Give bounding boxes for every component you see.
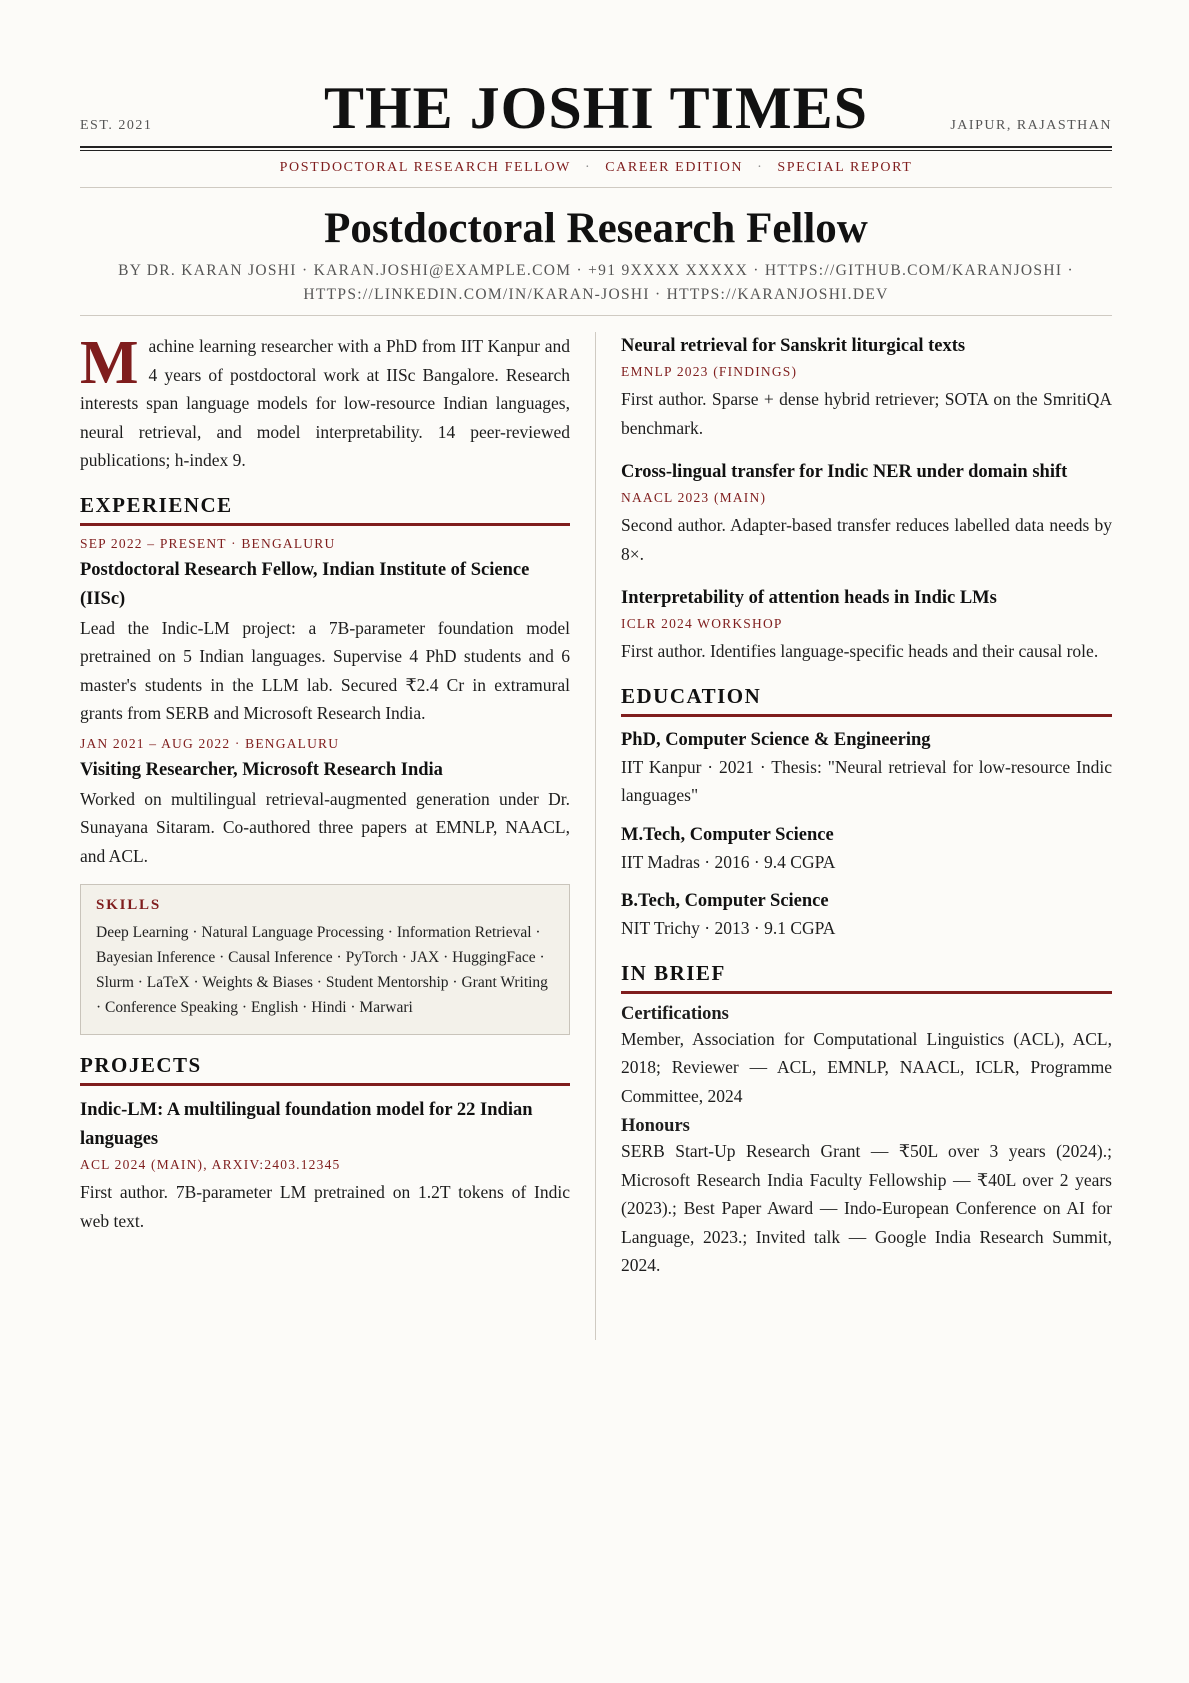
kicker-separator: · (757, 160, 764, 175)
experience-meta: SEP 2022 – PRESENT · BENGALURU (80, 535, 336, 551)
kicker-item-report: SPECIAL REPORT (777, 160, 913, 175)
project-description: First author. 7B-parameter LM pretrained on 1.2T tokens of Indic web text. (80, 1182, 570, 1231)
location-label: JAIPUR, RAJASTHAN (950, 118, 1112, 133)
experience-entry (80, 736, 570, 871)
experience-heading: EXPERIENCE (80, 493, 570, 526)
project-entry (621, 332, 1112, 442)
project-title: Neural retrieval for Sanskrit liturgical texts (621, 336, 966, 356)
project-venue: NAACL 2023 (MAIN) (621, 490, 767, 505)
education-entry (621, 822, 1112, 877)
education-entry (621, 888, 1112, 943)
kicker-item-edition: CAREER EDITION (605, 160, 744, 175)
education-detail: IIT Madras · 2016 · 9.4 CGPA (621, 851, 836, 872)
project-entry (621, 584, 1112, 666)
project-title: Cross-lingual transfer for Indic NER under domain shift (621, 462, 1068, 482)
education-detail: IIT Kanpur · 2021 · Thesis: "Neural retrieval for low-resource Indic languages" (621, 756, 1112, 805)
drop-cap: M (80, 329, 139, 397)
education-entry (621, 727, 1112, 810)
newspaper-title: THE JOSHI TIMES (323, 75, 869, 141)
column-divider (595, 332, 596, 1340)
experience-description: Worked on multilingual retrieval-augmented generation under Dr. Sunayana Sitaram. Co-authored three papers at EMNLP, NAACL, and ACL. (80, 788, 570, 866)
honours-heading: Honours (621, 1116, 690, 1136)
headline: Postdoctoral Research Fellow (324, 205, 868, 252)
kicker-item-role: POSTDOCTORAL RESEARCH FELLOW (279, 160, 571, 175)
kicker-separator: · (584, 160, 592, 175)
left-column (80, 329, 570, 1251)
experience-title: Visiting Researcher, Microsoft Research India (80, 759, 443, 780)
experience-meta: JAN 2021 – AUG 2022 · BENGALURU (80, 735, 340, 751)
project-description: First author. Identifies language-specific heads and their causal role. (621, 641, 1099, 661)
education-heading: EDUCATION (621, 684, 1112, 717)
project-description: Second author. Adapter-based transfer reduces labelled data needs by 8×. (621, 515, 1112, 564)
projects-heading: PROJECTS (80, 1053, 570, 1086)
project-title: Interpretability of attention heads in Indic LMs (621, 588, 997, 608)
project-venue: EMNLP 2023 (FINDINGS) (621, 364, 798, 379)
kicker-bar (80, 151, 1112, 188)
project-venue: ICLR 2024 WORKSHOP (621, 616, 783, 631)
right-column (621, 332, 1112, 1280)
skills-heading: SKILLS (96, 897, 161, 913)
experience-title: Postdoctoral Research Fellow, Indian Institute of Science (IISc) (80, 559, 530, 609)
honours-text: SERB Start-Up Research Grant — ₹50L over 3 years (2024).; Microsoft Research India Faculty Fellowship — ₹40L over 2 years (2023).; Best Paper Award — Indo-European Conference on AI for Language, 2023.; Invited talk — Google India Research Summit, 2024. (621, 1141, 1112, 1275)
resume-page (80, 0, 1112, 1275)
summary-paragraph (80, 329, 570, 475)
skills-box (80, 884, 570, 1035)
project-entry (80, 1096, 570, 1235)
masthead (80, 0, 1112, 146)
established-label: EST. 2021 (80, 118, 153, 133)
certifications-text: Member, Association for Computational Linguistics (ACL), ACL, 2018; Reviewer — ACL, EMNLP, NAACL, ICLR, Programme Committee, 2024 (621, 1028, 1112, 1106)
experience-entry (80, 536, 570, 728)
byline-contact-line-1: BY DR. KARAN JOSHI · KARAN.JOSHI@EXAMPLE.COM · +91 9XXXX XXXXX · HTTPS://GITHUB.COM/KARANJOSHI · (118, 262, 1074, 279)
in-brief-heading: IN BRIEF (621, 961, 1112, 994)
project-venue: ACL 2024 (MAIN), ARXIV:2403.12345 (80, 1157, 341, 1172)
certifications-heading: Certifications (621, 1003, 729, 1024)
education-degree: B.Tech, Computer Science (621, 891, 829, 911)
byline (80, 259, 1112, 316)
project-entry (621, 458, 1112, 568)
byline-contact-line-2: HTTPS://LINKEDIN.COM/IN/KARAN-JOSHI · HTTPS://KARANJOSHI.DEV (303, 286, 889, 303)
project-title: Indic-LM: A multilingual foundation model for 22 Indian languages (80, 1100, 533, 1149)
skills-list: Deep Learning · Natural Language Processing · Information Retrieval · Bayesian Inference · Causal Inference · PyTorch · JAX · HuggingFace · Slurm · LaTeX · Weights & Biases · Student Mentorship · Grant Writing · Conference Speaking · English · Hindi · Marwari (96, 924, 548, 1016)
experience-description: Lead the Indic-LM project: a 7B-parameter foundation model pretrained on 5 Indian languages. Supervise 4 PhD students and 6 master's students in the LLM lab. Secured ₹2.4 Cr in extramural grants from SERB and Microsoft Research India. (80, 617, 570, 723)
project-description: First author. Sparse + dense hybrid retriever; SOTA on the SmritiQA benchmark. (621, 389, 1112, 438)
education-degree: M.Tech, Computer Science (621, 824, 834, 845)
education-degree: PhD, Computer Science & Engineering (621, 729, 931, 750)
education-detail: NIT Trichy · 2013 · 9.1 CGPA (621, 918, 836, 938)
summary-text: achine learning researcher with a PhD from IIT Kanpur and 4 years of postdoctoral work at IISc Bangalore. Research interests span language models for low-resource Indian languages, neural retrieval, and model interpretability. 14 peer-reviewed publications; h-index 9. (80, 336, 570, 470)
